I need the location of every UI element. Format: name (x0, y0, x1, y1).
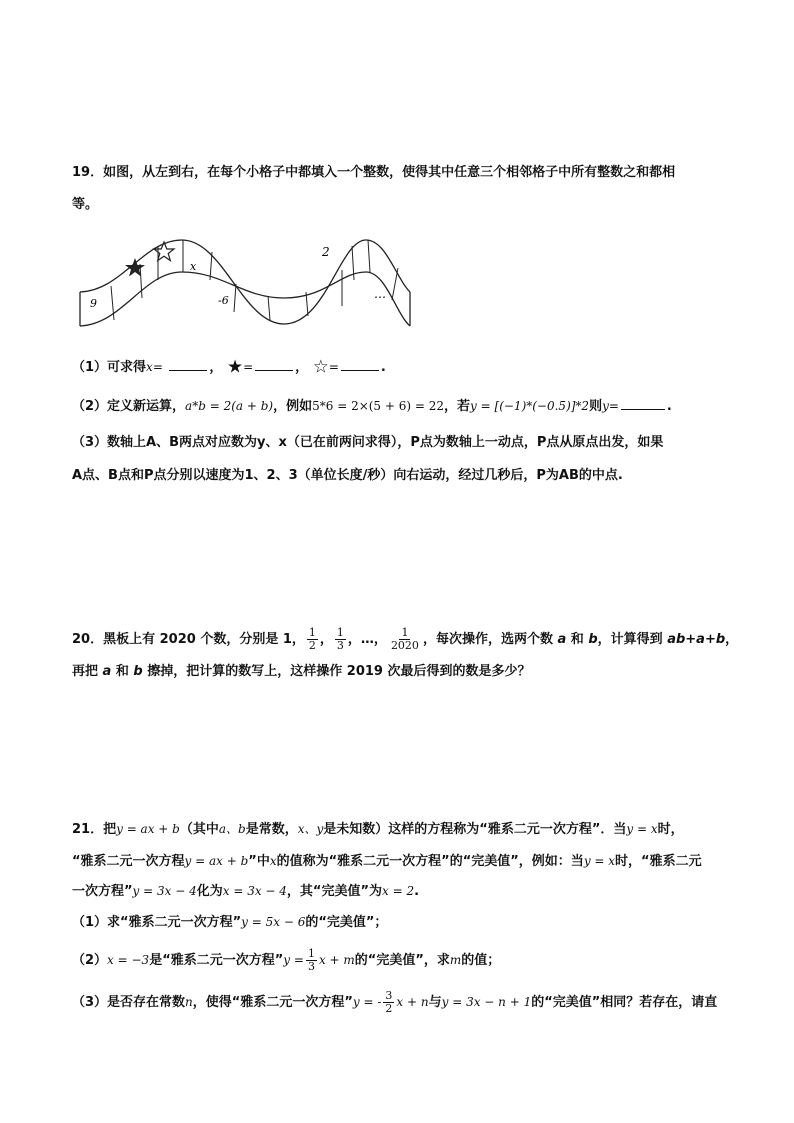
cell-4-value: x (190, 260, 197, 273)
cell-11-value: … (374, 287, 386, 301)
fraction-3-2: $\frac{3}{2}$ (385, 989, 393, 1015)
q21-part1: （1）求“雅系二元一次方程”y = 5x − 6的“完美值”； (72, 915, 388, 930)
q20-line2: 再把 a 和 b 擦掉，把计算的数写上，这样操作 2019 次最后得到的数是多少？ (72, 664, 531, 679)
fraction-1-3: $\frac{1}{3}$ (336, 626, 344, 652)
star-outline-icon: ☆ (312, 356, 329, 378)
star-outline-icon (154, 242, 174, 261)
q19-intro-cont: 等。 (72, 197, 99, 212)
q19-intro: 19．如图，从左到右，在每个小格子中都填入一个整数，使得其中任意三个相邻格子中所有整数之和都相 (72, 165, 676, 180)
wave-grid-figure (78, 228, 414, 332)
q21-line1: 21．把y = ax + b（其中a、b是常数，x、y是未知数）这样的方程称为“雅系二元一次方程”．当y = x时， (72, 822, 684, 837)
star-filled-icon: ★ (226, 356, 244, 378)
answer-blank-star-filled[interactable] (255, 358, 293, 371)
fraction-1-2: $\frac{1}{2}$ (308, 626, 316, 652)
q19-part1: （1）可求得x= ， ★= ， ☆= . (72, 356, 386, 378)
q21-part2: （2）x = −3是“雅系二元一次方程”y = $\frac{1}{3}$ x + m的“完美值”，求m的值； (72, 947, 501, 973)
fraction-1-2020: $\frac{1}{2020}$ (390, 626, 419, 652)
q19-part3-line2: A点、B点和P点分别以速度为1、2、3（单位长度/秒）向右运动，经过几秒后，P为AB的中点. (72, 468, 623, 483)
q21-line2: “雅系二元一次方程y = ax + b”中x的值称为“雅系二元一次方程”的“完美值”，例如：当y = x时，“雅系二元 (72, 854, 702, 869)
cell-1-value: 9 (90, 297, 97, 310)
star-filled-icon (125, 258, 145, 277)
q21-line3: 一次方程”y = 3x − 4化为x = 3x − 4，其“完美值”为x = 2. (72, 884, 420, 899)
cell-5-value: -6 (218, 294, 229, 307)
q20-line1: 20．黑板上有 2020 个数，分别是 1， $\frac{1}{2}$ ， $\frac{1}{3}$ ，…， $\frac{1}{2020}$ ，每次操作，选两个数 a 和 b，计算得到 ab+a+b， (72, 626, 739, 652)
cell-9-value: 2 (322, 245, 330, 259)
answer-blank-star-outline[interactable] (341, 358, 379, 371)
q19-part2: （2）定义新运算，a*b = 2(a + b)，例如5*6 = 2×(5 + 6) = 22，若y = [(−1)*(−0.5)]*2则y= . (72, 399, 672, 414)
answer-blank-x[interactable] (169, 358, 207, 371)
q19-part3-line1: （3）数轴上A、B两点对应数为y、x（已在前两问求得），P点为数轴上一动点，P点从原点出发，如果 (72, 435, 664, 450)
answer-blank-y[interactable] (621, 397, 665, 410)
q21-part3: （3）是否存在常数n，使得“雅系二元一次方程”y = - $\frac{3}{2}$ x + n与y = 3x − n + 1的“完美值”相同？若存在，请直 (72, 989, 718, 1015)
fraction-1-3: $\frac{1}{3}$ (307, 947, 315, 973)
